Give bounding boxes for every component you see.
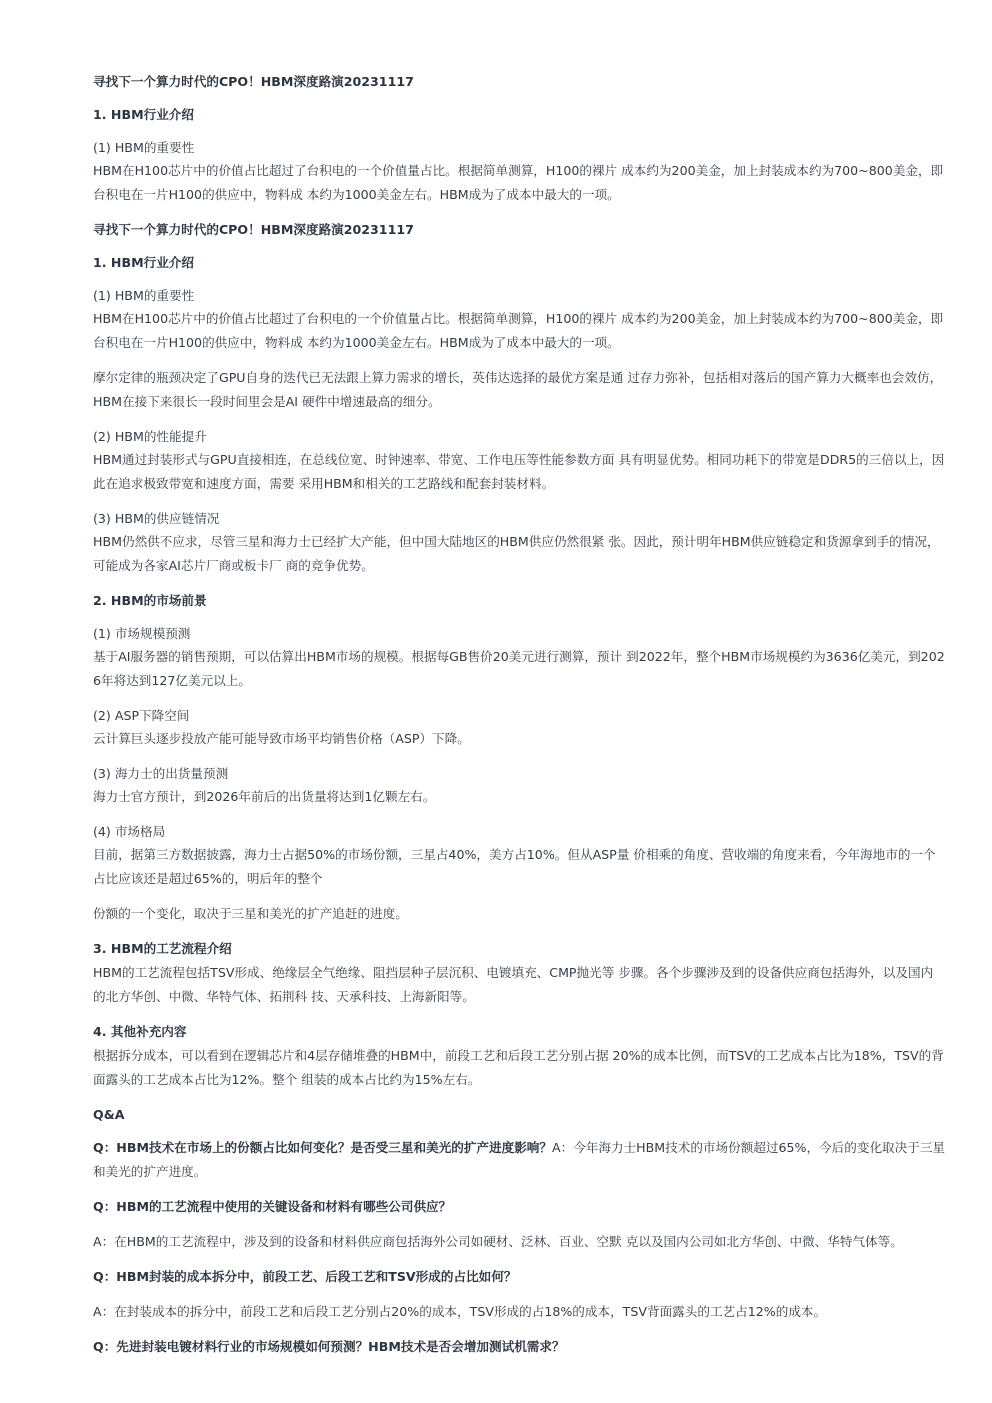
question-3: Q：HBM封装的成本拆分中，前段工艺、后段工艺和TSV形成的占比如何？ [93, 1269, 517, 1284]
section-heading-title1: 寻找下一个算力时代的CPO！HBM深度路演20231117 [93, 74, 414, 89]
section-heading-title2: 寻找下一个算力时代的CPO！HBM深度路演20231117 [93, 222, 414, 237]
answer-3: A：在封装成本的拆分中，前段工艺和后段工艺分别占20%的成本，TSV形成的占18%的成本，TSV背面露头的工艺占12%的成本。 [93, 1304, 827, 1319]
section-heading-qa: Q&A [93, 1107, 125, 1122]
question-2: Q：HBM的工艺流程中使用的关键设备和材料有哪些公司供应？ [93, 1199, 452, 1214]
question-4: Q：先进封装电镀材料行业的市场规模如何预测？HBM技术是否会增加测试机需求？ [93, 1339, 565, 1354]
paragraph-p3: HBM仍然供不应求，尽管三星和海力士已经扩大产能，但中国大陆地区的HBM供应仍然很紧 张。因此，预计明年HBM供应链稳定和货源拿到手的情况，可能成为各家AI芯片厂商或板卡厂 商的竞争优势。 [93, 534, 940, 573]
subheading-sub4: (1) 市场规模预测 [93, 626, 191, 641]
paragraph-p5: 云计算巨头逐步投放产能可能导致市场平均销售价格（ASP）下降。 [93, 731, 470, 746]
section-heading-sec1b: 1. HBM行业介绍 [93, 255, 194, 270]
subheading-sub1b: (1) HBM的重要性 [93, 288, 195, 303]
paragraph-p9: 根据拆分成本，可以看到在逻辑芯片和4层存储堆叠的HBM中，前段工艺和后段工艺分别占据 20%的成本比例，而TSV的工艺成本占比为18%，TSV的背面露头的工艺成本占比为12%。整个 组装的成本占比约为15%左右。 [93, 1048, 944, 1087]
document-body [93, 70, 945, 1136]
subheading-sub1a: (1) HBM的重要性 [93, 140, 195, 155]
paragraph-p8: HBM的工艺流程包括TSV形成、绝缘层全气绝缘、阻挡层种子层沉积、电镀填充、CMP抛光等 步骤。各个步骤涉及到的设备供应商包括海外，以及国内的北方华创、中微、华特气体、拓荆科 技、天承科技、上海新阳等。 [93, 965, 934, 1004]
document-page [93, 70, 945, 1359]
paragraph-p7: 目前，据第三方数据披露，海力士占据50%的市场份额，三星占40%，美方占10%。但从ASP量 价相乘的角度、营收端的角度来看，今年海地市的一个占比应该还是超过65%的，明后年的整个 [93, 847, 936, 886]
paragraph-p1c: 摩尔定律的瓶颈决定了GPU自身的迭代已无法跟上算力需求的增长，英伟达选择的最优方案是通 过存力弥补，包括相对落后的国产算力大概率也会效仿，HBM在接下来很长一段时间里会是AI 硬件中增速最高的细分。 [93, 370, 943, 409]
question-1: Q：HBM技术在市场上的份额占比如何变化？是否受三星和美光的扩产进度影响？ [93, 1140, 552, 1155]
subheading-sub7: (4) 市场格局 [93, 824, 166, 839]
subheading-sub5: (2) ASP下降空间 [93, 708, 190, 723]
paragraph-p7b: 份额的一个变化，取决于三星和美光的扩产追赶的进度。 [93, 906, 408, 921]
section-heading-sec2: 2. HBM的市场前景 [93, 593, 207, 608]
subheading-sub2: (2) HBM的性能提升 [93, 429, 207, 444]
answer-1: A：今年海力士HBM技术的市场份额超过65%，今后的变化取决于三星和美光的扩产进度。 [93, 1140, 946, 1179]
subheading-sub3: (3) HBM的供应链情况 [93, 511, 220, 526]
section-heading-sec3: 3. HBM的工艺流程介绍 [93, 941, 232, 956]
answer-2: A：在HBM的工艺流程中，涉及到的设备和材料供应商包括海外公司如硬材、泛林、百业、空默 克以及国内公司如北方华创、中微、华特气体等。 [93, 1234, 903, 1249]
section-heading-sec1a: 1. HBM行业介绍 [93, 107, 194, 122]
paragraph-p6: 海力士官方预计，到2026年前后的出货量将达到1亿颗左右。 [93, 789, 436, 804]
paragraph-p2: HBM通过封装形式与GPU直接相连，在总线位宽、时钟速率、带宽、工作电压等性能参数方面 具有明显优势。相同功耗下的带宽是DDR5的三倍以上，因此在追求极致带宽和速度方面，需要 采用HBM和相关的工艺路线和配套封装材料。 [93, 452, 945, 491]
paragraph-p1b: HBM在H100芯片中的价值占比超过了台积电的一个价值量占比。根据简单测算，H100的裸片 成本约为200美金，加上封装成本约为700~800美金，即台积电在一片H100的供应中，物料成 本约为1000美金左右。HBM成为了成本中最大的一项。 [93, 311, 944, 350]
paragraph-p4: 基于AI服务器的销售预期，可以估算出HBM市场的规模。根据每GB售价20美元进行测算，预计 到2022年，整个HBM市场规模约为3636亿美元，到2026年将达到127亿美元以上。 [93, 649, 945, 688]
section-heading-sec4: 4. 其他补充内容 [93, 1024, 187, 1039]
paragraph-p1a: HBM在H100芯片中的价值占比超过了台积电的一个价值量占比。根据简单测算，H100的裸片 成本约为200美金，加上封装成本约为700~800美金，即台积电在一片H100的供应中，物料成 本约为1000美金左右。HBM成为了成本中最大的一项。 [93, 163, 944, 202]
qa-item-1 [93, 1136, 945, 1184]
subheading-sub6: (3) 海力士的出货量预测 [93, 766, 229, 781]
